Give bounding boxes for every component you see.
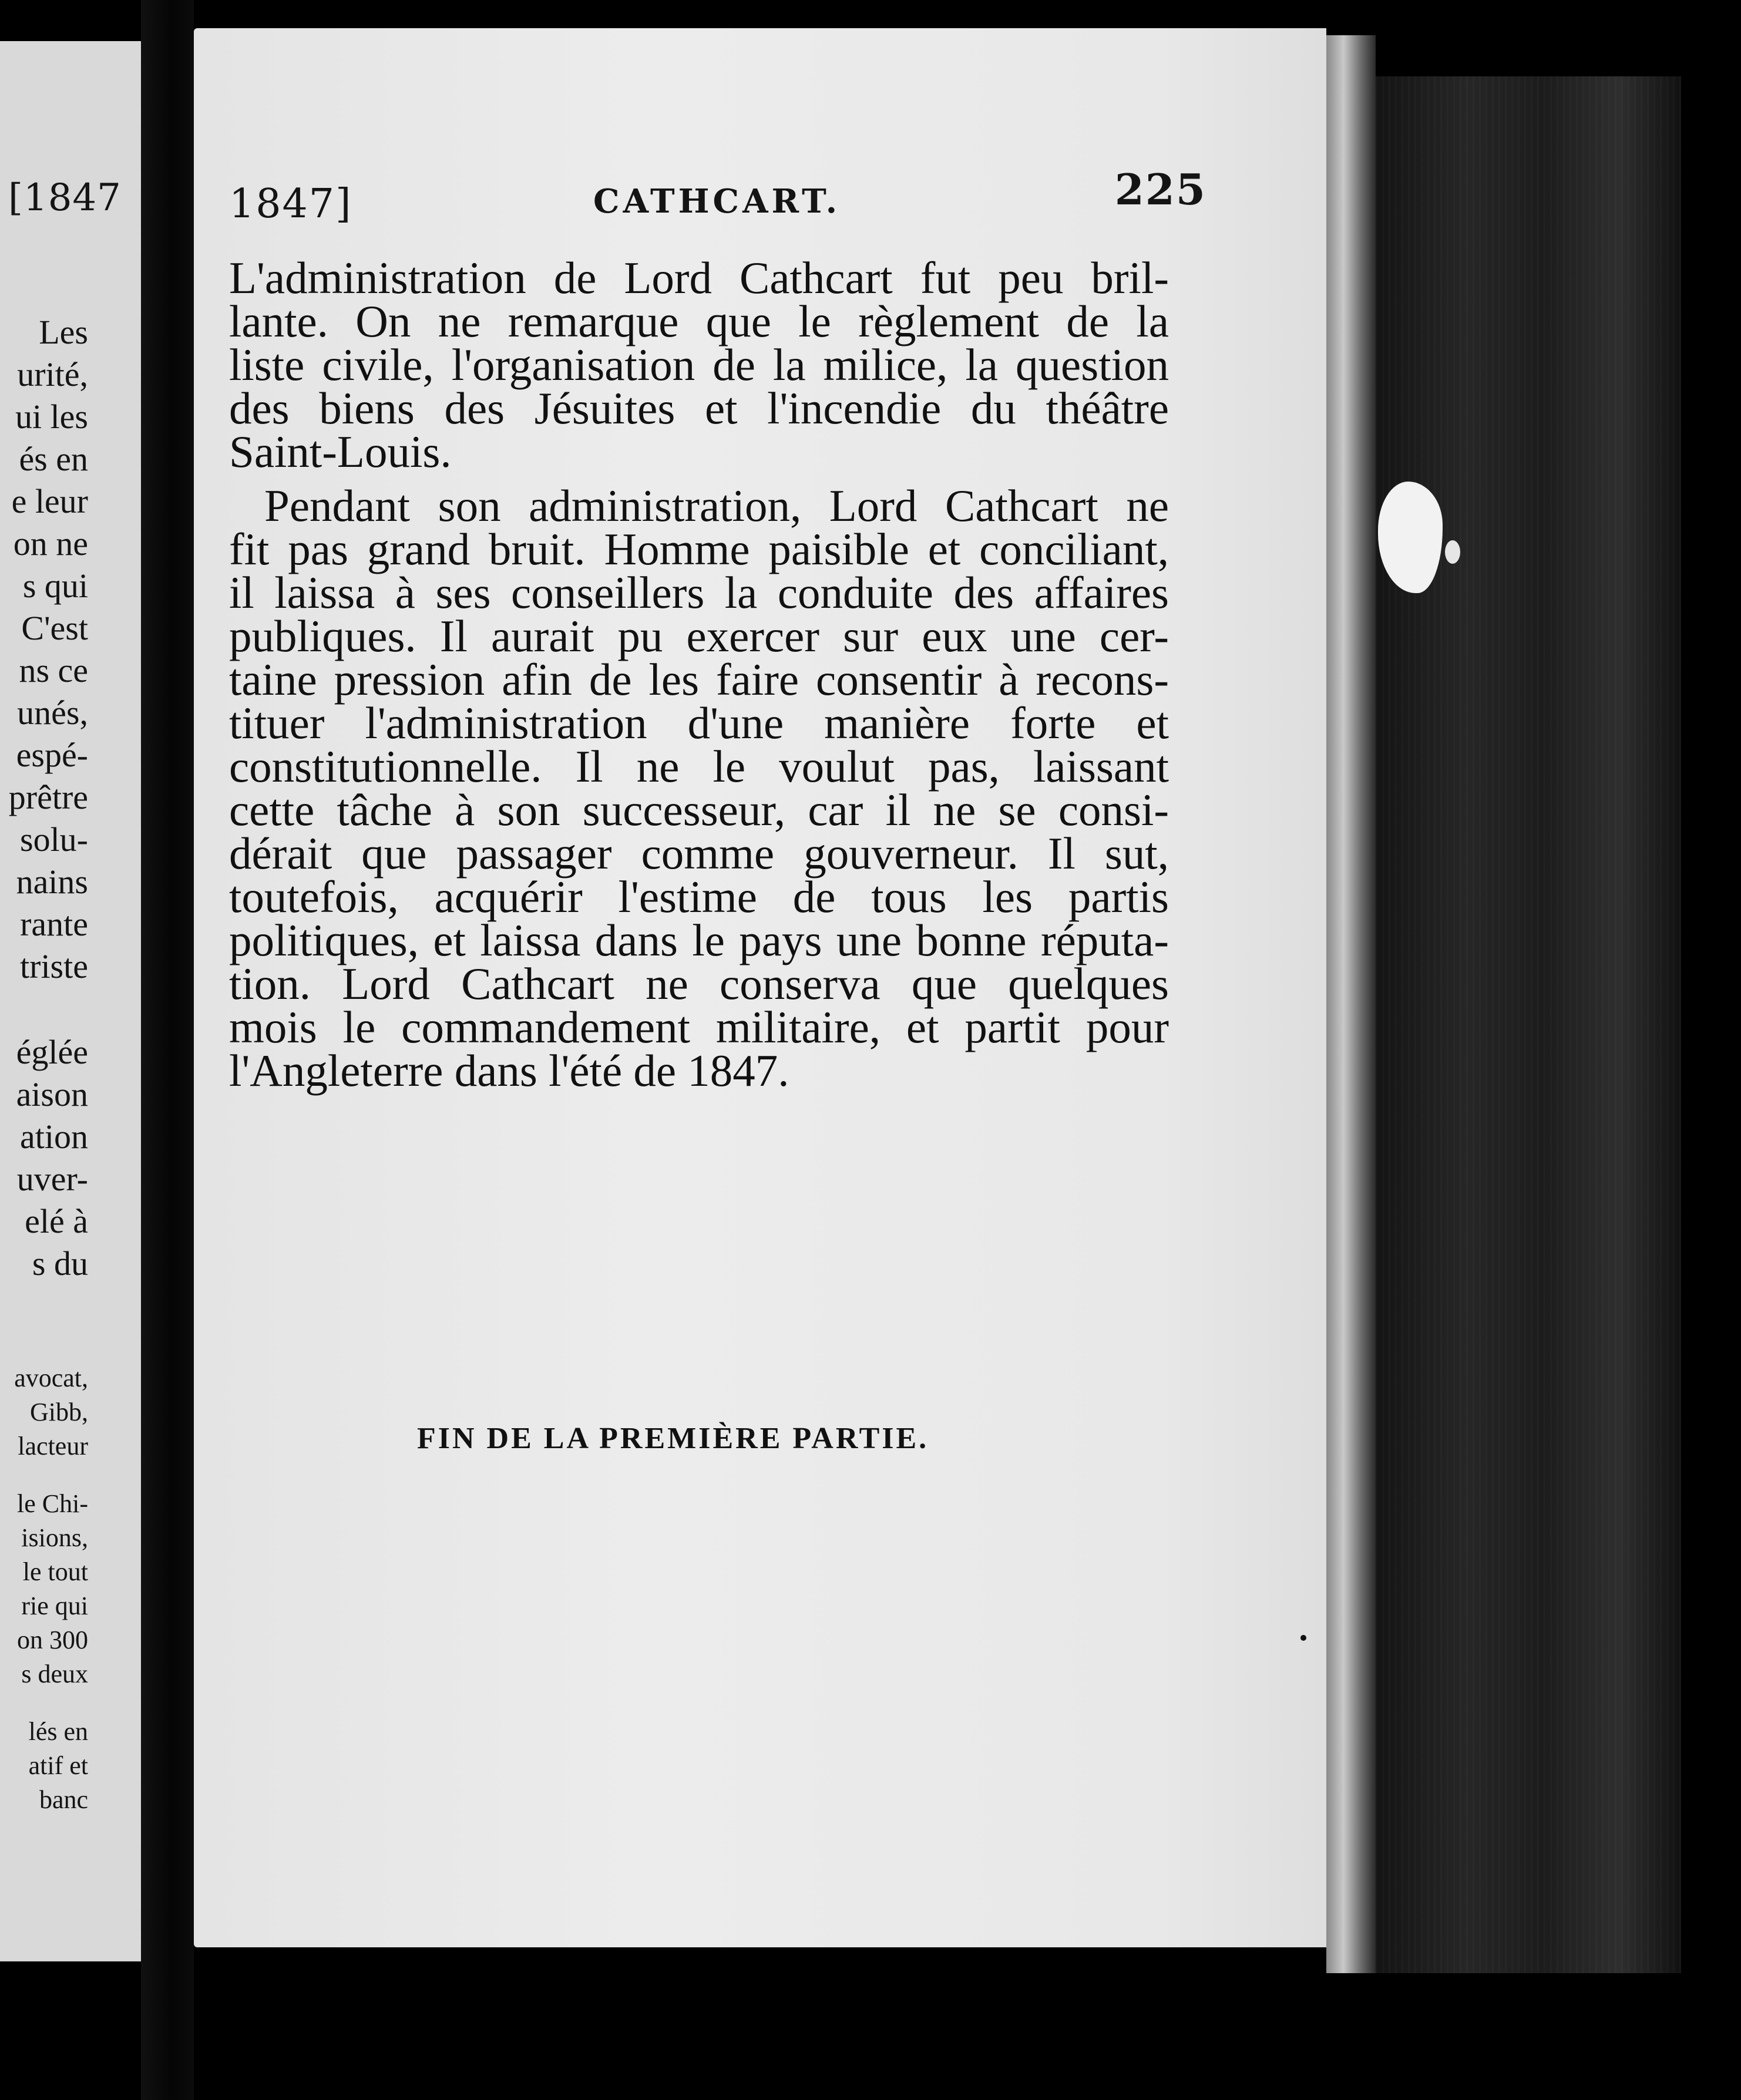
left-line: nains	[16, 863, 88, 901]
text-line: toutefois, acquérir l'estime de tous les partis	[229, 871, 1169, 922]
left-footnote-line: on 300	[17, 1626, 88, 1654]
ink-speck	[1300, 1635, 1306, 1641]
page-gutter	[141, 0, 194, 2100]
left-page-text	[9, 311, 88, 1817]
left-line: uver-	[16, 1160, 88, 1198]
body-text	[229, 253, 1169, 1096]
text-line: dérait que passager comme gouverneur. Il sut,	[229, 828, 1169, 879]
page-fore-edge	[1326, 35, 1376, 1973]
left-line: ation	[20, 1118, 88, 1156]
running-head-title: CATHCART.	[593, 182, 841, 221]
left-line: on ne	[13, 524, 88, 563]
text-line: des biens des Jésuites et l'incendie du théâtre	[229, 383, 1169, 433]
left-line: prêtre	[8, 778, 88, 816]
text-line: il laissa à ses conseillers la conduite des affaires	[229, 567, 1169, 618]
left-line: s qui	[22, 567, 88, 605]
text-line: L'administration de Lord Cathcart fut peu bril-	[229, 253, 1169, 303]
left-line: aison	[16, 1075, 88, 1113]
left-line: s du	[32, 1244, 88, 1283]
book-page	[194, 28, 1326, 1947]
text-line: liste civile, l'organisation de la milice, la question	[229, 339, 1169, 390]
left-footnote-line: banc	[39, 1785, 88, 1814]
text-line: Pendant son administration, Lord Cathcart ne	[264, 480, 1169, 531]
book-edge	[1376, 76, 1681, 1973]
left-footnote-line: isions,	[21, 1523, 88, 1552]
text-line: mois le commandement militaire, et partit pour	[229, 1002, 1169, 1052]
previous-page-fragment	[0, 41, 141, 1961]
text-line: tituer l'administration d'une manière forte et	[229, 698, 1169, 748]
text-line: constitutionnelle. Il ne le voulut pas, laissant	[229, 741, 1169, 792]
left-line: ui les	[15, 398, 88, 436]
left-line: solu-	[20, 820, 88, 859]
left-line: Les	[39, 313, 88, 351]
left-footnote-line: le tout	[22, 1557, 88, 1586]
left-line: églée	[16, 1033, 88, 1071]
text-line: politiques, et laissa dans le pays une bonne réputa-	[229, 915, 1169, 965]
running-head	[229, 164, 1206, 227]
left-line: urité,	[17, 355, 88, 393]
left-footnote-line: Gibb,	[30, 1398, 88, 1426]
left-line: triste	[20, 947, 88, 985]
text-line: tion. Lord Cathcart ne conserva que quelques	[229, 958, 1169, 1009]
left-footnote-line: rie qui	[21, 1591, 88, 1620]
left-line: unés,	[17, 694, 88, 732]
left-line: espé-	[16, 736, 88, 774]
running-head-year: 1847]	[229, 181, 352, 227]
left-running-head: [1847	[8, 176, 122, 220]
left-line: ns ce	[19, 651, 88, 689]
left-line: C'est	[21, 609, 88, 647]
left-footnote-line: lacteur	[18, 1432, 88, 1460]
page-number: 225	[1114, 164, 1206, 214]
text-line: Saint-Louis.	[229, 426, 452, 477]
left-footnote-line: lés en	[28, 1717, 88, 1746]
text-line: l'Angleterre dans l'été de 1847.	[229, 1045, 789, 1096]
paper-damage-spot	[1445, 540, 1460, 564]
left-footnote-line: atif et	[28, 1751, 88, 1780]
text-line: taine pression afin de les faire consentir à recons-	[229, 654, 1169, 705]
end-of-part-line: FIN DE LA PREMIÈRE PARTIE.	[417, 1422, 929, 1455]
text-line: cette tâche à son successeur, car il ne se consi-	[229, 785, 1169, 835]
left-line: e leur	[11, 482, 88, 520]
left-footnote-line: s deux	[21, 1660, 88, 1688]
left-footnote-line: le Chi-	[17, 1489, 88, 1518]
left-line: elé à	[25, 1202, 88, 1240]
left-line: és en	[19, 440, 88, 478]
left-footnote-line: avocat,	[14, 1364, 88, 1392]
left-line: rante	[20, 905, 88, 943]
text-line: publiques. Il aurait pu exercer sur eux une cer-	[229, 611, 1169, 661]
text-line: lante. On ne remarque que le règlement de la	[229, 296, 1169, 346]
text-line: fit pas grand bruit. Homme paisible et conciliant,	[229, 524, 1169, 574]
